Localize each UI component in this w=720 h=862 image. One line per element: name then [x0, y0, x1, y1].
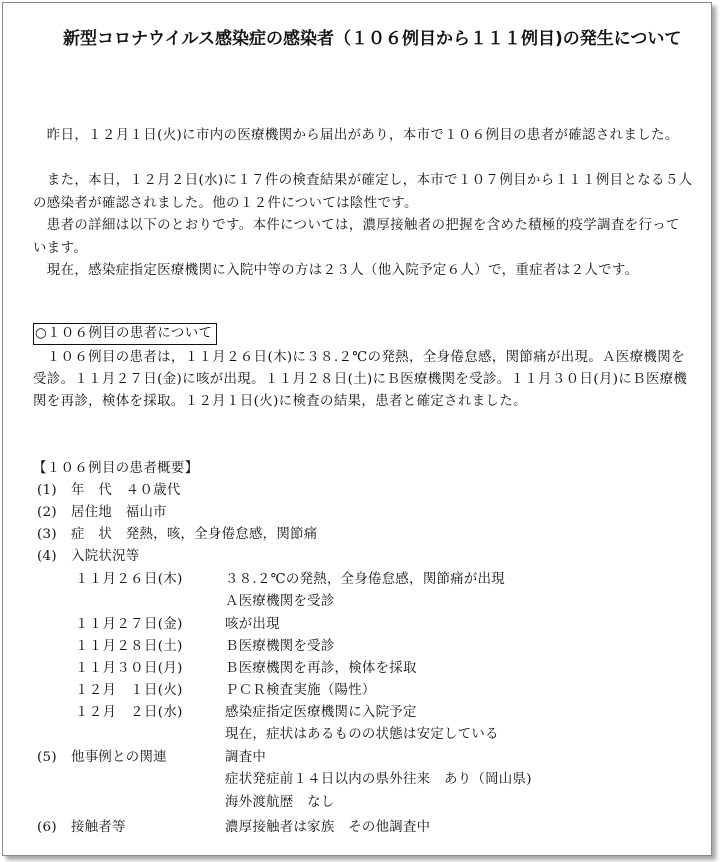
timeline-date: １２月 １日(火) — [75, 683, 183, 698]
item-hospitalization — [37, 547, 139, 567]
timeline-event: ３８.２℃の発熱，全身倦怠感，関節痛が出現 — [225, 572, 505, 587]
relation-detail: 海外渡航歴 なし — [225, 795, 335, 810]
timeline-date: １２月 ２日(水) — [75, 705, 183, 720]
item-number: (6) — [37, 820, 57, 835]
timeline-event: Ｂ医療機関を再診，検体を採取 — [225, 661, 417, 676]
timeline-date: １１月２７日(金) — [75, 617, 183, 632]
relation-detail: 調査中 — [225, 750, 267, 765]
item-label: 症 状 発熱，咳，全身倦怠感，関節痛 — [71, 527, 318, 542]
overview-heading: 【１０６例目の患者概要】 — [33, 461, 199, 476]
item-label: 入院状況等 — [71, 549, 140, 564]
timeline-date: １１月３０日(月) — [75, 661, 183, 676]
page-title: 新型コロナウイルス感染症の感染者（１０６例目から１１１例目)の発生について — [63, 29, 682, 49]
paragraph-details: 患者の詳細は以下のとおりです。本件については，濃厚接触者の把握を含めた積極的疫学調査を行っています。 — [33, 218, 680, 256]
item-age — [37, 481, 181, 501]
relation-detail: 症状発症前１４日以内の県外往来 あり（岡山県) — [225, 772, 532, 787]
item-residence — [37, 503, 167, 523]
document-page — [2, 2, 712, 856]
timeline-event: 現在，症状はあるものの状態は安定している — [225, 727, 499, 742]
timeline-event: ＰＣＲ検査実施（陽性） — [225, 683, 376, 698]
item-label: 居住地 福山市 — [71, 505, 167, 520]
paragraph-results: また，本日，１２月２日(水)に１７件の検査結果が確定し，本市で１０７例目から１１１例目となる５人の感染者が確認されました。他の１２件については陰性です。 — [33, 173, 693, 211]
item-label: 接触者等 — [71, 820, 126, 835]
item-number: (1) — [37, 483, 57, 498]
timeline-event: 咳が出現 — [225, 617, 280, 632]
item-number: (5) — [37, 750, 57, 765]
timeline-date: １１月２６日(木) — [75, 572, 183, 587]
item-contacts — [37, 818, 126, 838]
contacts-detail: 濃厚接触者は家族 その他調査中 — [225, 820, 431, 835]
item-symptoms — [37, 525, 317, 545]
item-relation — [37, 748, 167, 768]
timeline-date: １１月２８日(土) — [75, 639, 183, 654]
section-heading: ○１０６例目の患者について — [33, 323, 217, 345]
paragraph-report: 昨日，１２月１日(火)に市内の医療機関から届出があり，本市で１０６例目の患者が確認されました。 — [33, 128, 679, 143]
item-label: 他事例との関連 — [71, 750, 167, 765]
timeline-event: Ａ医療機関を受診 — [225, 594, 335, 609]
section-body: １０６例目の患者は，１１月２６日(木)に３８.２℃の発熱，全身倦怠感，関節痛が出現。Ａ医療機関を受診。１１月２７日(金)に咳が出現。１１月２８日(土)にＢ医療機関を受診。１１月３０日(月)にＢ医療機関を再診，検体を採取。１２月１日(火)に検査の結果，患者と確定されました。 — [33, 350, 688, 410]
item-number: (2) — [37, 505, 57, 520]
item-number: (4) — [37, 549, 57, 564]
timeline-event: Ｂ医療機関を受診 — [225, 639, 335, 654]
item-number: (3) — [37, 527, 57, 542]
paragraph-hospitalized: 現在，感染症指定医療機関に入院中等の方は２３人（他入院予定６人）で，重症者は２人です。 — [33, 263, 639, 278]
item-label: 年 代 ４０歳代 — [71, 483, 181, 498]
timeline-event: 感染症指定医療機関に入院予定 — [225, 705, 417, 720]
